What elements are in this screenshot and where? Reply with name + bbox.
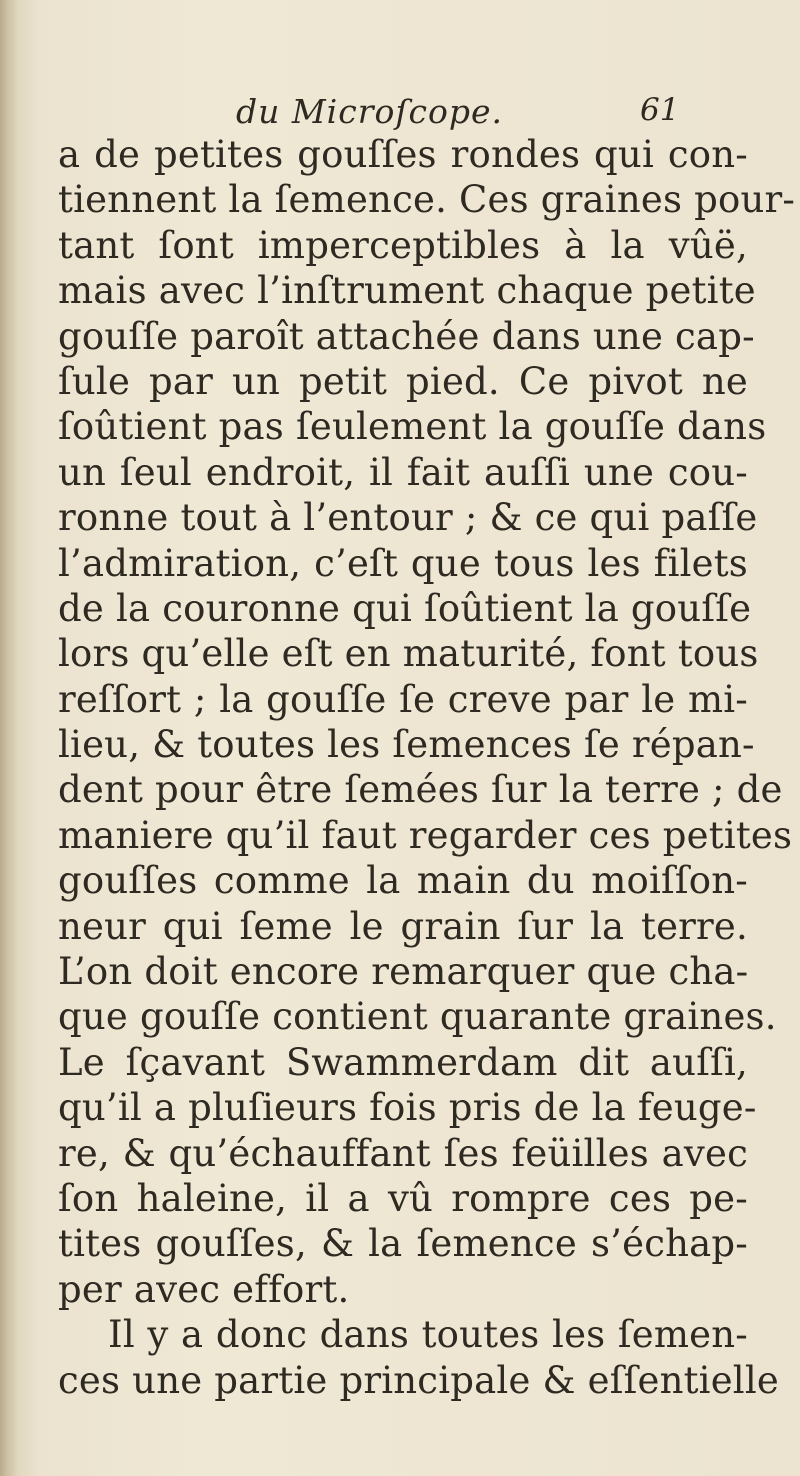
text-line: neur qui ſeme le grain ſur la terre. [58,904,748,948]
text-line: ſoûtient pas ſeulement la gouſſe dans [58,405,767,449]
text-line: qu’il a pluſieurs fois pris de la feuge- [58,1086,757,1130]
text-line: lieu, & toutes les ſemences ſe répan- [58,723,755,767]
text-line: reſſort ; la gouſſe ſe creve par le mi- [58,677,748,721]
text-line: ſule par un petit pied. Ce pivot ne [58,359,748,403]
page-number: 61 [640,92,680,128]
text-line: dent pour être ſemées ſur la terre ; de [58,768,783,812]
text-line: tiennent la ſemence. Ces graines pour- [58,178,796,222]
text-line: tites gouſſes, & la ſemence s’échap- [58,1222,748,1266]
text-line: l’admiration, c’eſt que tous les filets [58,541,748,585]
text-line: re, & qu’échauffant ſes feüilles avec [58,1131,748,1175]
text-line: un ſeul endroit, il fait auſſi une cou- [58,450,748,494]
running-head [0,92,800,132]
text-line: maniere qu’il faut regarder ces petites [58,813,793,857]
text-line: a de petites gouſſes rondes qui con- [58,133,748,176]
text-line: ces une partie principale & eſſentielle [58,1358,779,1402]
text-line: mais avec l’inſtrument chaque petite [58,269,756,313]
text-line: per avec effort. [58,1267,350,1311]
running-head-title: du Microſcope. [236,92,504,131]
text-line: que gouſſe contient quarante graines. [58,995,777,1039]
text-line: gouſſe paroît attachée dans une cap- [58,314,755,358]
text-line: tant ſont imperceptibles à la vûë, [58,223,748,267]
text-line: ronne tout à l’entour ; & ce qui paſſe [58,496,758,540]
page-gutter [0,0,18,1476]
text-line: ſon haleine, il a vû rompre ces pe- [58,1176,748,1220]
text-line: lors qu’elle eſt en maturité, font tous [58,632,759,676]
text-line: Il y a donc dans toutes les ſemen- [108,1313,748,1357]
body-text [58,132,796,1403]
text-line: Le ſçavant Swammerdam dit auſſi, [58,1040,748,1084]
text-line: gouſſes comme la main du moiſſon- [58,859,748,903]
text-line: de la couronne qui ſoûtient la gouſſe [58,586,752,630]
text-line: L’on doit encore remarquer que cha- [58,950,749,994]
